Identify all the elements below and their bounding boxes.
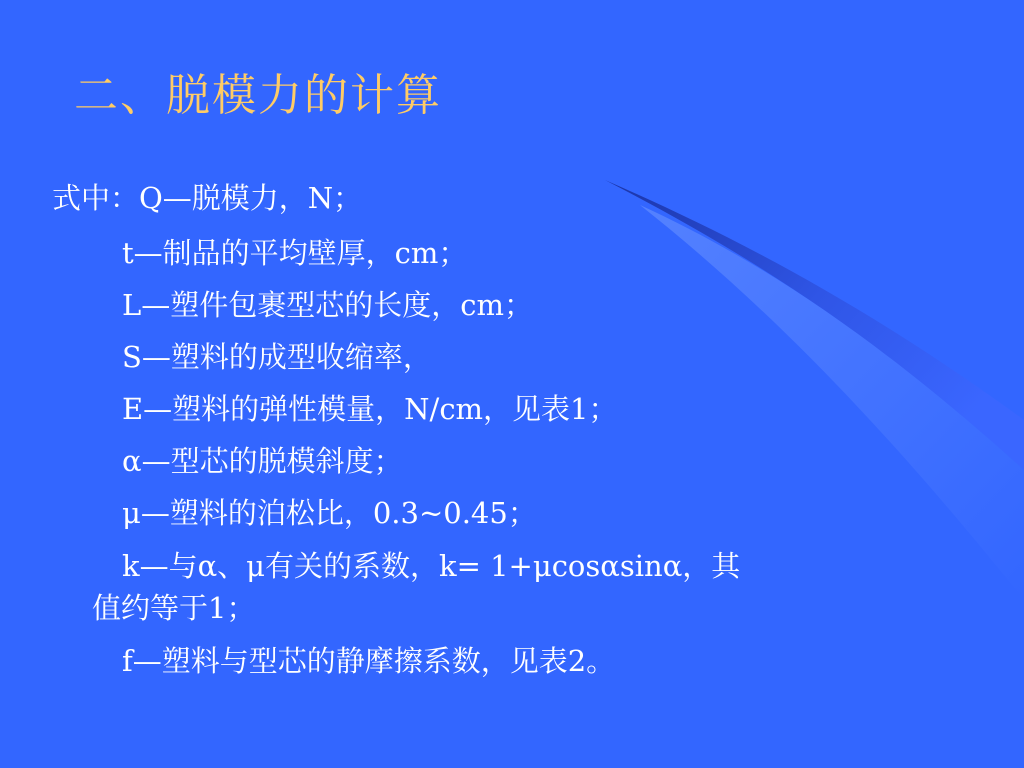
- definition-line-alpha: α—型芯的脱模斜度；: [122, 444, 403, 478]
- definition-line-mu: μ—塑料的泊松比，0.3~0.45；: [122, 496, 537, 530]
- definition-line-k-continued: 值约等于1；: [92, 591, 256, 625]
- definition-line-q: 式中：Q—脱模力，N；: [52, 181, 363, 215]
- slide-title: 二、脱模力的计算: [74, 70, 442, 121]
- definition-line-k: k—与α、μ有关的系数，k= 1+μcosαsinα，其: [122, 549, 741, 583]
- definition-line-e: E—塑料的弹性模量，N/cm，见表1；: [122, 392, 618, 426]
- definition-line-f: f—塑料与型芯的静摩擦系数，见表2。: [122, 644, 616, 678]
- definition-line-s: S—塑料的成型收缩率，: [122, 340, 432, 374]
- definition-line-t: t—制品的平均壁厚，cm；: [122, 236, 468, 270]
- definition-line-l: L—塑件包裹型芯的长度，cm；: [122, 288, 533, 322]
